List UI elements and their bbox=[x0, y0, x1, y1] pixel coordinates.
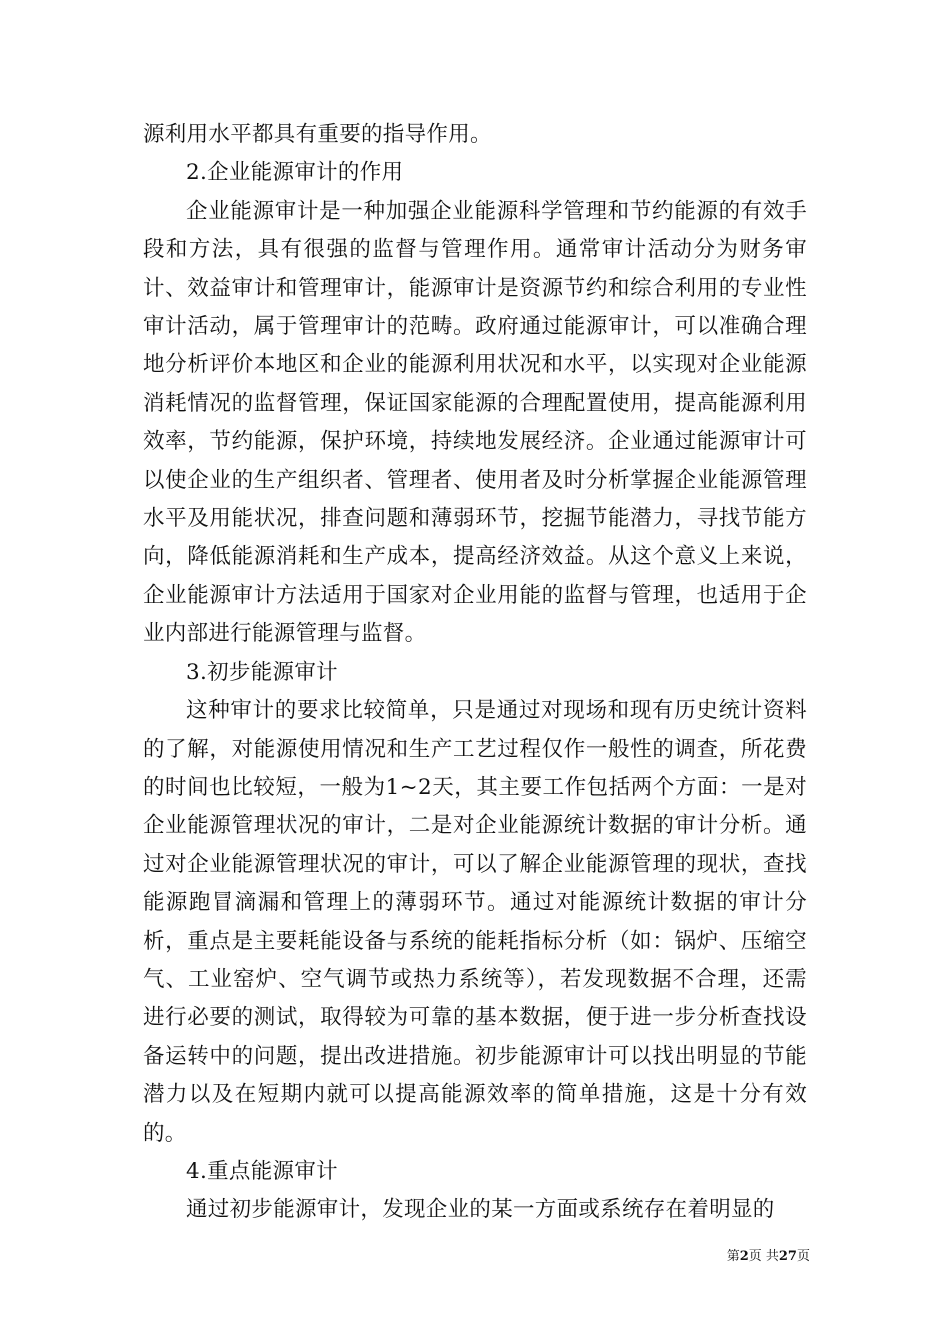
section-heading-3: 3.初步能源审计 bbox=[186, 659, 338, 685]
page-footer bbox=[690, 1248, 810, 1266]
footer-page-number: 2 bbox=[739, 1249, 749, 1264]
section-heading-4: 4.重点能源审计 bbox=[186, 1158, 338, 1184]
footer-suffix: 页 bbox=[796, 1249, 810, 1264]
section-heading-2: 2.企业能源审计的作用 bbox=[186, 160, 404, 186]
paragraph-preliminary-audit: 这种审计的要求比较简单，只是通过对现场和现有历史统计资料的了解，对能源使用情况和生产工艺过程仅作一般性的调查，所花费的时间也比较短，一般为1~2天，其主要工作包括两个方面：一是对企业能源管理状况的审计，二是对企业能源统计数据的审计分析。通过对企业能源管理状况的审计，可以了解企业能源管理的现状，查找能源跑冒滴漏和管理上的薄弱环节。通过对能源统计数据的审计分析，重点是主要耗能设备与系统的能耗指标分析（如：锅炉、压缩空气、工业窑炉、空气调节或热力系统等），若发现数据不合理，还需进行必要的测试，取得较为可靠的基本数据，便于进一步分析查找设备运转中的问题，提出改进措施。初步能源审计可以找出明显的节能潜力以及在短期内就可以提高能源效率的简单措施，这是十分有效的。 bbox=[143, 698, 807, 1146]
paragraph-key-audit: 通过初步能源审计，发现企业的某一方面或系统存在着明显的 bbox=[186, 1197, 775, 1223]
document-body bbox=[143, 116, 807, 1230]
paragraph-energy-audit-role: 企业能源审计是一种加强企业能源科学管理和节约能源的有效手段和方法，具有很强的监督与管理作用。通常审计活动分为财务审计、效益审计和管理审计，能源审计是资源节约和综合利用的专业性审计活动，属于管理审计的范畴。政府通过能源审计，可以准确合理地分析评价本地区和企业的能源利用状况和水平，以实现对企业能源消耗情况的监督管理，保证国家能源的合理配置使用，提高能源利用效率，节约能源，保护环境，持续地发展经济。企业通过能源审计可以使企业的生产组织者、管理者、使用者及时分析掌握企业能源管理水平及用能状况，排查问题和薄弱环节，挖掘节能潜力，寻找节能方向，降低能源消耗和生产成本，提高经济效益。从这个意义上来说，企业能源审计方法适用于国家对企业用能的监督与管理，也适用于企业内部进行能源管理与监督。 bbox=[143, 198, 807, 647]
paragraph-continuation: 源利用水平都具有重要的指导作用。 bbox=[143, 122, 492, 147]
footer-middle: 页 共 bbox=[748, 1249, 779, 1264]
footer-prefix: 第 bbox=[726, 1249, 740, 1264]
footer-total-pages: 27 bbox=[778, 1249, 797, 1264]
